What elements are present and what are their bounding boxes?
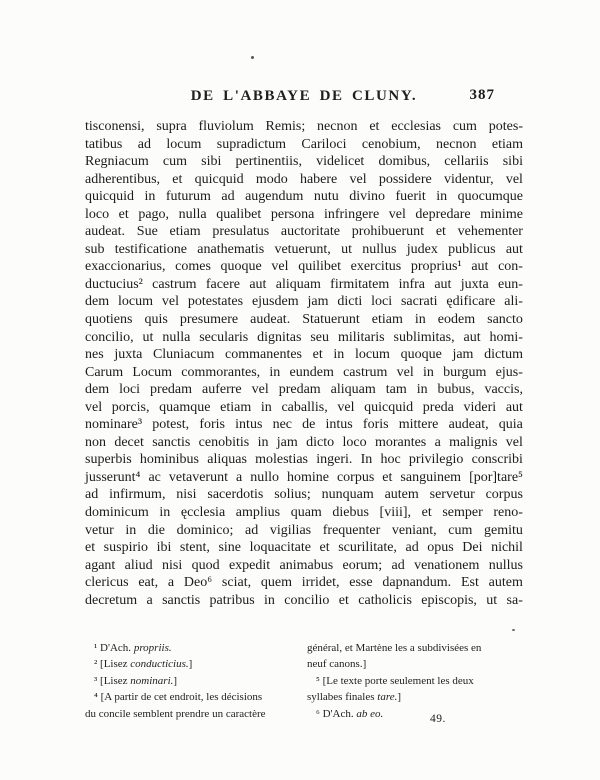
footnote-segment: ]: [188, 658, 193, 671]
footnotes-right-column: [307, 640, 528, 722]
footnote-segment: ]: [173, 674, 178, 687]
footnote-segment: syllabes finales: [307, 691, 378, 704]
footnote-line: [85, 706, 307, 722]
text-line: nominare³ potest, foris intus nec de intus foris mittere audeat, quia: [85, 417, 523, 433]
text-line: vetur in die dominico; ad vigilias frequenter veniant, cum gemitu: [85, 522, 523, 538]
footnote-segment: ]: [397, 691, 401, 704]
footnote-segment: ⁶ D'Ach.: [316, 707, 357, 720]
text-line: Regniacum cum sibi pertinentiis, videlicet domibus, cellariis sibi: [85, 154, 523, 170]
footnote-line: [307, 656, 528, 672]
text-line: clericus eat, a Deo⁶ sciat, quem irridet, esse dapnandum. Est autem: [85, 575, 523, 591]
footnote-segment: neuf canons.]: [307, 658, 367, 671]
text-line: audeat. Sue etiam presulatus auctoritate prohibuerunt et vehementer: [85, 224, 523, 240]
text-line: dominicum in ęcclesia amplius quam diebus [viii], et semper reno-: [85, 505, 523, 521]
text-line: Carum Locum commorantes, in eundem castrum vel in burgum ejus-: [85, 364, 523, 380]
main-text: [85, 118, 523, 609]
text-line: et suspirio ibi stent, sine loquacitate et scurilitate, ad opus Dei nichil: [85, 540, 523, 556]
text-line: decretum a sanctis patribus in concilio et catholicis episcopis, ut sa-: [85, 592, 523, 608]
footnote-line: [85, 640, 307, 656]
footnote-segment: général, et Martène les a subdivisées en: [307, 642, 482, 654]
footnote-segment: tare.: [377, 691, 398, 704]
footnote-line: [85, 673, 307, 689]
text-line: concilio, ut nulla secularis dignitas seu militaris sublimitas, aut homi-: [85, 329, 523, 345]
text-line: quotiens quis presumere audeat. Statuerunt etiam in eodem sancto: [85, 312, 523, 328]
footnote-line: [85, 689, 307, 705]
text-line: vel porcis, quamque etiam in caballis, vel quicquid preda videri aut: [85, 399, 523, 415]
footnote-segment: propriis.: [133, 642, 172, 654]
text-line: dem locum vel potestates ejusdem jam dicti loci sacrati ędificare ali-: [85, 294, 523, 310]
footnote-line: [307, 706, 528, 722]
page-heading: DE L'ABBAYE DE CLUNY.: [190, 88, 418, 104]
text-line: tatibus ad locum supradictum Cariloci cenobium, necnon etiam: [85, 136, 523, 152]
text-line: non decet sanctis cenobitis in jam dicto loco morantes a malignis vel: [85, 434, 523, 450]
text-line: dem loci predam auferre vel predam aliquam tam in bubus, vaccis,: [85, 382, 523, 398]
running-head: [85, 87, 523, 105]
footnote-segment: conducticius.: [130, 658, 189, 671]
footnote-line: [85, 656, 307, 672]
text-line: sub testificatione anathematis vetuerunt, ut nullus judex publicus aut: [85, 241, 523, 257]
footnote-segment: ² [Lisez: [94, 658, 131, 671]
footnote-segment: nominari.: [130, 674, 174, 687]
text-line: tisconensi, supra fluviolum Remis; necnon et ecclesias cum potes-: [85, 119, 523, 134]
footnote-segment: ⁴ [A partir de cet endroit, les décisions: [94, 691, 263, 704]
text-line: jusserunt⁴ ac vetaverunt a nullo homine corpus et sanguinem [por]tare⁵: [85, 469, 523, 485]
footnote-segment: du concile semblent prendre un caractère: [85, 707, 266, 720]
ink-speck: [512, 629, 515, 631]
footnote-line: [307, 689, 528, 705]
text-line: loco et pago, nulla qualibet persona infringere vel depredare minime: [85, 206, 523, 222]
text-line: exaccionarius, comes quoque vel quilibet exercitus proprius¹ aut con-: [85, 259, 523, 275]
footnote-segment: ¹ D'Ach.: [94, 642, 134, 654]
footnotes: [85, 640, 528, 722]
page-number: 387: [469, 87, 495, 103]
text-line: adherentibus, et quicquid modo habere vel possidere videntur, vel: [85, 171, 523, 187]
text-line: superbis hominibus aliquas molestias ingeri. In hoc privilegio conscribi: [85, 452, 523, 468]
text-line: nes juxta Cluniacum commanentes et in locum quoque jam dictum: [85, 347, 523, 363]
footnote-line: [307, 673, 528, 689]
text-line: ductucius² castrum facere aut aliquam firmitatem infra aut juxta eun-: [85, 276, 523, 292]
footnote-segment: ab eo.: [356, 707, 384, 720]
footnote-segment: ⁵ [Le texte porte seulement les deux: [316, 674, 474, 687]
text-line: quicquid in futurum ad augendum nutu divino fuerit in quocumque: [85, 189, 523, 205]
footnote-line: [307, 640, 528, 656]
text-line: agant aliud nisi quod expedit animabus eorum; ad venationem nullus: [85, 557, 523, 573]
text-line: ad infirmum, nisi sacerdotis solius; nunquam autem servetur corpus: [85, 487, 523, 503]
ink-speck: [251, 56, 254, 59]
footnotes-left-column: [85, 640, 307, 722]
footnote-segment: ³ [Lisez: [94, 674, 131, 687]
signature-number: 49.: [430, 713, 446, 725]
